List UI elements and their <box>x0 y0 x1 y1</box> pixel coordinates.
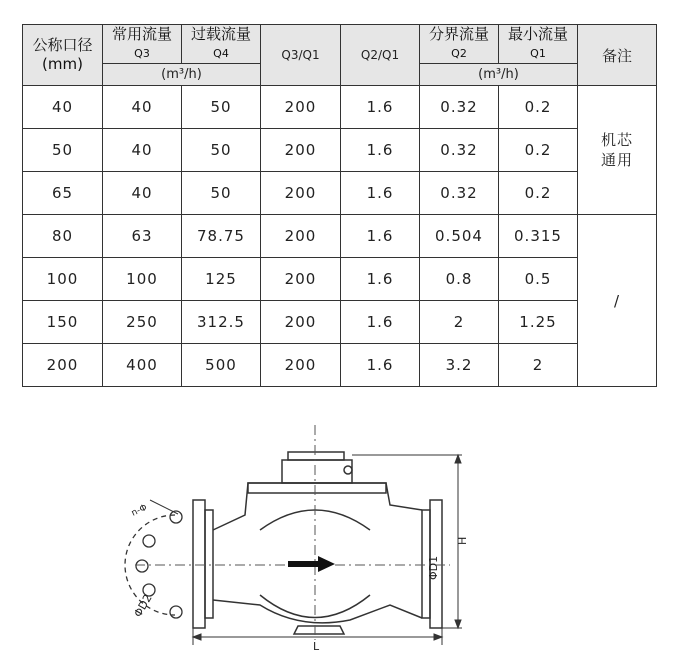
cell: 2 <box>420 301 499 344</box>
cell: 100 <box>103 258 182 301</box>
cell: 50 <box>23 129 103 172</box>
cell: 200 <box>261 172 341 215</box>
cell: 40 <box>103 129 182 172</box>
header-diameter: 公称口径 (mm) <box>23 25 103 86</box>
label-l: L <box>313 640 320 653</box>
cell: 40 <box>23 86 103 129</box>
cell: 0.5 <box>499 258 578 301</box>
table-row <box>23 301 657 344</box>
cell: 150 <box>23 301 103 344</box>
cell: 0.32 <box>420 86 499 129</box>
cell: 1.6 <box>341 86 420 129</box>
remark-cell-group2: / <box>578 215 657 387</box>
header-q1: 最小流量 Q1 <box>499 25 578 64</box>
cell: 125 <box>182 258 261 301</box>
cell: 50 <box>182 172 261 215</box>
cell: 65 <box>23 172 103 215</box>
label-d2: ΦD2 <box>131 592 155 620</box>
remark-cell-group1: 机芯 通用 <box>578 86 657 215</box>
cell: 1.6 <box>341 129 420 172</box>
label-n: n-Φ <box>130 502 149 519</box>
cell: 78.75 <box>182 215 261 258</box>
cell: 250 <box>103 301 182 344</box>
cell: 0.2 <box>499 129 578 172</box>
header-q3: 常用流量 Q3 <box>103 25 182 64</box>
cell: 63 <box>103 215 182 258</box>
meter-body-outline <box>193 452 442 634</box>
flow-arrow <box>288 556 335 572</box>
table-row <box>23 215 657 258</box>
cell: 1.6 <box>341 344 420 387</box>
cell: 0.32 <box>420 129 499 172</box>
header-ratio-q3-q1: Q3/Q1 <box>261 25 341 86</box>
header-q4: 过载流量 Q4 <box>182 25 261 64</box>
cell: 2 <box>499 344 578 387</box>
cell: 312.5 <box>182 301 261 344</box>
cell: 200 <box>261 301 341 344</box>
label-d1: ΦD1 <box>427 555 440 580</box>
cell: 100 <box>23 258 103 301</box>
cell: 200 <box>23 344 103 387</box>
cell: 500 <box>182 344 261 387</box>
unit-label-right: (m³/h) <box>420 64 578 86</box>
table-row <box>23 344 657 387</box>
cell: 200 <box>261 129 341 172</box>
cell: 0.315 <box>499 215 578 258</box>
flange-end-view <box>125 511 182 618</box>
cell: 40 <box>103 172 182 215</box>
cell: 200 <box>261 258 341 301</box>
dimension-labels <box>130 503 469 653</box>
cell: 0.32 <box>420 172 499 215</box>
table-row <box>23 129 657 172</box>
cell: 200 <box>261 86 341 129</box>
unit-label-left: (m³/h) <box>103 64 261 86</box>
table-row <box>23 86 657 129</box>
cell: 50 <box>182 86 261 129</box>
table-row <box>23 172 657 215</box>
cell: 50 <box>182 129 261 172</box>
cell: 0.504 <box>420 215 499 258</box>
cell: 1.6 <box>341 172 420 215</box>
header-ratio-q2-q1: Q2/Q1 <box>341 25 420 86</box>
cell: 0.8 <box>420 258 499 301</box>
cell: 0.2 <box>499 86 578 129</box>
table-row <box>23 258 657 301</box>
header-q2: 分界流量 Q2 <box>420 25 499 64</box>
header-remarks: 备注 <box>578 25 657 86</box>
cell: 40 <box>103 86 182 129</box>
cell: 1.6 <box>341 301 420 344</box>
cell: 400 <box>103 344 182 387</box>
cell: 1.6 <box>341 258 420 301</box>
cell: 1.6 <box>341 215 420 258</box>
centerlines <box>135 425 450 640</box>
cell: 1.25 <box>499 301 578 344</box>
cell: 80 <box>23 215 103 258</box>
specification-table <box>22 24 657 387</box>
cell: 3.2 <box>420 344 499 387</box>
cell: 0.2 <box>499 172 578 215</box>
cell: 200 <box>261 344 341 387</box>
water-meter-technical-drawing <box>100 420 540 655</box>
cell: 200 <box>261 215 341 258</box>
label-h: H <box>456 536 469 545</box>
